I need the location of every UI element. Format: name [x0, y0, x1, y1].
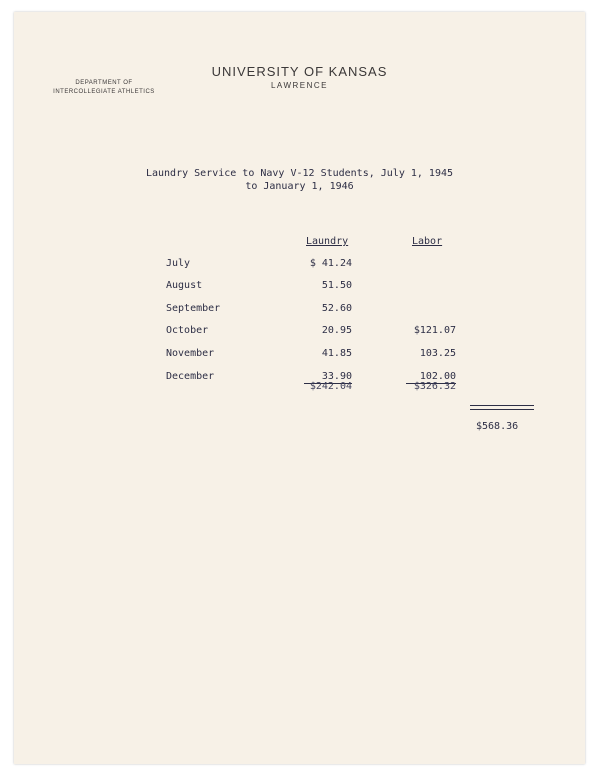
row-month-november: November: [166, 348, 215, 359]
grand-total-double-rule: [470, 405, 534, 410]
row-month-september: September: [166, 303, 221, 314]
total-labor: $326.32: [413, 381, 456, 392]
total-laundry: $242.04: [309, 381, 352, 392]
letterhead-university: UNIVERSITY OF KANSAS: [211, 64, 388, 79]
column-header-laundry: Laundry: [306, 236, 349, 247]
cell-laundry-october: 20.95: [321, 325, 352, 336]
column-header-labor: Labor: [412, 236, 443, 247]
cell-laundry-november: 41.85: [321, 348, 352, 359]
grand-total: $568.36: [476, 421, 519, 432]
cell-laundry-august: 51.50: [321, 280, 352, 291]
cell-laundry-september: 52.60: [321, 303, 352, 314]
letterhead-city: LAWRENCE: [270, 81, 329, 90]
cell-laundry-december: 33.90: [321, 371, 352, 382]
document-page: [14, 12, 585, 764]
row-month-august: August: [166, 280, 203, 291]
title-line-1: Laundry Service to Navy V-12 Students, July 1, 1945: [145, 168, 454, 179]
row-month-october: October: [166, 325, 209, 336]
cell-laundry-july: $ 41.24: [309, 258, 352, 269]
cell-labor-october: $121.07: [413, 325, 456, 336]
cell-labor-december: 102.00: [419, 371, 456, 382]
department-line-2: INTERCOLLEGIATE ATHLETICS: [53, 89, 155, 95]
cell-labor-november: 103.25: [419, 348, 456, 359]
document-title: [14, 167, 585, 193]
row-month-july: July: [166, 258, 191, 269]
title-line-2: to January 1, 1946: [245, 181, 354, 192]
department-line-1: DEPARTMENT OF: [75, 80, 133, 86]
letterhead-department: [34, 79, 174, 97]
row-month-december: December: [166, 371, 215, 382]
